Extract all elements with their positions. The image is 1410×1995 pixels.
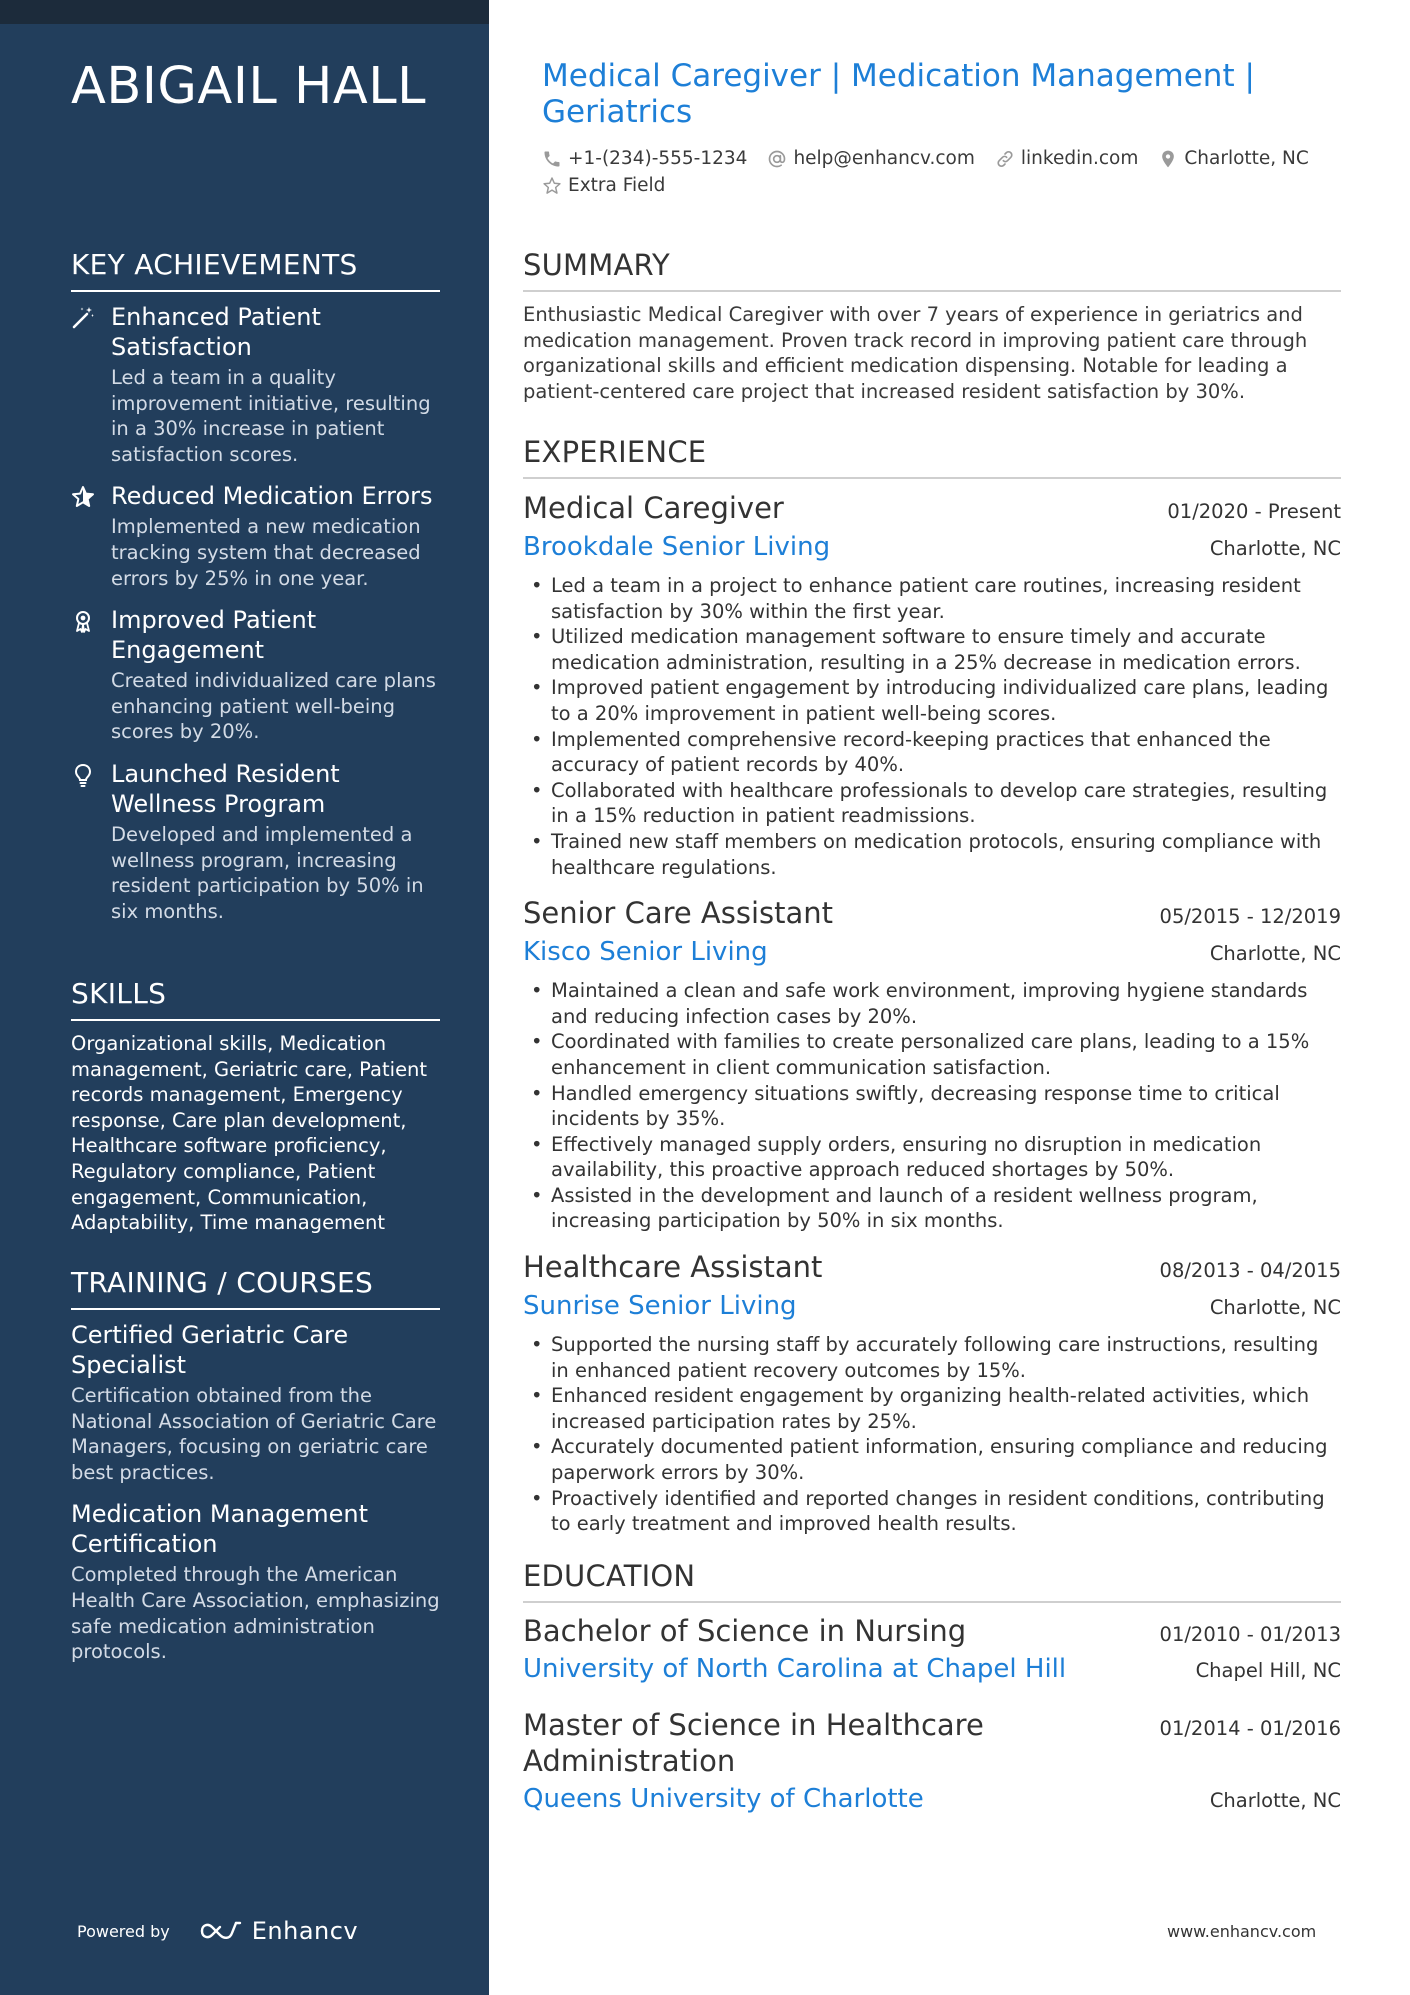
sidebar — [0, 0, 489, 1995]
summary-section — [523, 246, 1341, 404]
job-title: Senior Care Assistant — [523, 896, 834, 931]
school-location: Charlotte, NC — [1209, 1789, 1341, 1812]
footer-url[interactable]: www.enhancv.com — [1167, 1922, 1317, 1941]
job-company: Kisco Senior Living — [523, 937, 768, 968]
job-bullet: • Implemented comprehensive record-keeping practices that enhanced the accuracy of patient records by 40%. — [523, 727, 1341, 778]
course-title: Certified Geriatric Care Specialist — [71, 1321, 349, 1379]
course-item — [71, 1499, 440, 1664]
job-bullet: • Collaborated with healthcare professionals to develop care strategies, resulting in a 15% reduction in patient readmissions. — [523, 778, 1341, 829]
headline: Medical Caregiver | Medication Management | Geriatrics — [542, 58, 1255, 130]
contact-linkedin[interactable] — [995, 148, 1138, 169]
job-bullet: • Handled emergency situations swiftly, decreasing response time to critical incidents by 35%. — [523, 1081, 1341, 1132]
award-icon — [71, 609, 95, 633]
skills-section — [71, 975, 440, 1236]
phone-icon — [542, 149, 562, 169]
achievement-desc: Developed and implemented a wellness program, increasing resident participation by 50% in six months. — [111, 822, 424, 923]
job-bullet: • Proactively identified and reported changes in resident conditions, contributing to early treatment and improved health results. — [523, 1486, 1341, 1537]
contact-email[interactable] — [767, 148, 974, 169]
achievement-title: Improved Patient Engagement — [111, 606, 317, 665]
job-bullet: • Maintained a clean and safe work environment, improving hygiene standards and reducing infection cases by 20%. — [523, 978, 1341, 1029]
achievement-title: Reduced Medication Errors — [111, 482, 433, 511]
contact-row — [542, 148, 1329, 169]
candidate-name: ABIGAIL HALL — [71, 57, 427, 116]
job-bullet: • Supported the nursing staff by accurately following care instructions, resulting in enhanced patient recovery outcomes by 15%. — [523, 1332, 1341, 1383]
key-achievements-section — [71, 246, 440, 938]
at-sign-icon — [767, 149, 787, 169]
location-text: Charlotte, NC — [1184, 148, 1309, 169]
job-bullet: • Utilized medication management software to ensure timely and accurate medication administration, resulting in a 25% decrease in medication errors. — [523, 624, 1341, 675]
job-entry — [523, 1248, 1341, 1537]
job-title: Medical Caregiver — [523, 491, 784, 525]
key-achievements-heading: KEY ACHIEVEMENTS — [71, 246, 440, 292]
course-title: Medication Management Certification — [71, 1500, 368, 1559]
achievement-desc: Led a team in a quality improvement initiative, resulting in a 30% increase in patient satisfaction scores. — [111, 366, 431, 466]
school-location: Chapel Hill, NC — [1195, 1659, 1341, 1682]
job-bullets — [523, 573, 1341, 880]
job-company: Brookdale Senior Living — [523, 532, 831, 562]
achievement-title: Enhanced Patient Satisfaction — [111, 303, 321, 361]
job-title: Healthcare Assistant — [523, 1250, 823, 1285]
phone-text: +1-(234)-555-1234 — [568, 148, 748, 169]
course-desc: Completed through the American Health Care Association, emphasizing safe medication administration protocols. — [71, 1563, 440, 1664]
job-bullet: • Coordinated with families to create personalized care plans, leading to a 15% enhancement in client communication satisfaction. — [523, 1029, 1341, 1080]
summary-text: Enthusiastic Medical Caregiver with over 7 years of experience in geriatrics and medication management. Proven track record in improving patient care through organizational skills and efficient medication dispensing. Notable for leading a patient-centered care project that increased resident satisfaction by 30%. — [523, 303, 1308, 403]
achievement-item — [71, 759, 440, 924]
enhancv-logo-icon — [198, 1919, 244, 1943]
job-location: Charlotte, NC — [1209, 537, 1341, 560]
school-name: Queens University of Charlotte — [523, 1784, 924, 1814]
summary-heading: SUMMARY — [523, 246, 1341, 292]
magic-wand-icon — [71, 306, 95, 330]
achievement-desc: Created individualized care plans enhancing patient well-being scores by 20%. — [111, 669, 436, 744]
job-entry — [523, 894, 1341, 1234]
email-text: help@enhancv.com — [793, 148, 975, 169]
education-entry — [523, 1707, 1341, 1819]
achievement-item — [71, 605, 440, 745]
job-bullet: • Accurately documented patient information, ensuring compliance and reducing paperwork errors by 30%. — [523, 1434, 1341, 1485]
job-bullets — [523, 1332, 1341, 1537]
skills-list: Organizational skills, Medication management, Geriatric care, Patient records management, Emergency response, Care plan development, Healthcare software proficiency, Regulatory compliance, Patient engagement, Communication, Adaptability, Time management — [71, 1032, 428, 1235]
contact-extra — [542, 175, 665, 196]
job-dates: 08/2013 - 04/2015 — [1159, 1259, 1341, 1283]
education-dates: 01/2014 - 01/2016 — [1159, 1717, 1341, 1740]
education-entry — [523, 1613, 1341, 1689]
job-bullet: • Assisted in the development and launch of a resident wellness program, increasing participation by 50% in six months. — [523, 1183, 1341, 1234]
linkedin-text: linkedin.com — [1020, 148, 1139, 169]
course-item — [71, 1320, 440, 1485]
powered-by[interactable] — [77, 1917, 358, 1945]
job-entry — [523, 489, 1341, 880]
job-bullet: • Trained new staff members on medication protocols, ensuring compliance with healthcare regulations. — [523, 829, 1341, 880]
contact-phone[interactable] — [542, 148, 747, 169]
link-icon — [995, 149, 1015, 169]
location-pin-icon — [1158, 149, 1178, 169]
contact-row-extra — [542, 175, 685, 196]
contact-location — [1158, 148, 1308, 169]
job-dates: 01/2020 - Present — [1167, 500, 1341, 523]
skills-heading: SKILLS — [71, 975, 440, 1021]
sidebar-top-stripe — [0, 0, 489, 24]
powered-by-label: Powered by — [77, 1921, 170, 1941]
job-bullet: • Enhanced resident engagement by organizing health-related activities, which increased participation rates by 25%. — [523, 1383, 1341, 1434]
job-dates: 05/2015 - 12/2019 — [1159, 905, 1341, 929]
achievement-item — [71, 302, 440, 467]
job-bullet: • Effectively managed supply orders, ensuring no disruption in medication availability, this proactive approach reduced shortages by 50%. — [523, 1132, 1341, 1183]
education-heading: EDUCATION — [523, 1557, 1341, 1603]
extra-field-text: Extra Field — [568, 175, 666, 196]
lightbulb-icon — [71, 763, 95, 787]
courses-section — [71, 1264, 440, 1679]
job-location: Charlotte, NC — [1209, 1296, 1341, 1320]
star-icon — [71, 485, 95, 509]
job-bullet: • Led a team in a project to enhance patient care routines, increasing resident satisfaction by 30% within the first year. — [523, 573, 1341, 624]
course-desc: Certification obtained from the National Association of Geriatric Care Managers, focusing on geriatric care best practices. — [71, 1384, 437, 1484]
enhancv-wordmark: Enhancv — [251, 1917, 359, 1945]
experience-heading: EXPERIENCE — [523, 433, 1341, 479]
achievement-title: Launched Resident Wellness Program — [111, 759, 340, 818]
school-name: University of North Carolina at Chapel Hill — [523, 1654, 1067, 1684]
job-bullet: • Improved patient engagement by introducing individualized care plans, leading to a 20% improvement in patient well-being scores. — [523, 675, 1341, 726]
degree-title: Bachelor of Science in Nursing — [523, 1614, 967, 1648]
experience-section — [523, 433, 1341, 1551]
courses-heading: TRAINING / COURSES — [71, 1264, 440, 1310]
education-section — [523, 1557, 1341, 1837]
job-company: Sunrise Senior Living — [523, 1291, 797, 1322]
degree-title: Master of Science in Healthcare Administration — [523, 1708, 984, 1778]
star-outline-icon — [542, 176, 562, 196]
education-dates: 01/2010 - 01/2013 — [1159, 1623, 1341, 1646]
job-bullets — [523, 978, 1341, 1234]
enhancv-logo[interactable] — [198, 1917, 358, 1945]
job-location: Charlotte, NC — [1209, 942, 1341, 966]
achievement-desc: Implemented a new medication tracking system that decreased errors by 25% in one year. — [111, 515, 421, 590]
achievement-item — [71, 481, 440, 591]
